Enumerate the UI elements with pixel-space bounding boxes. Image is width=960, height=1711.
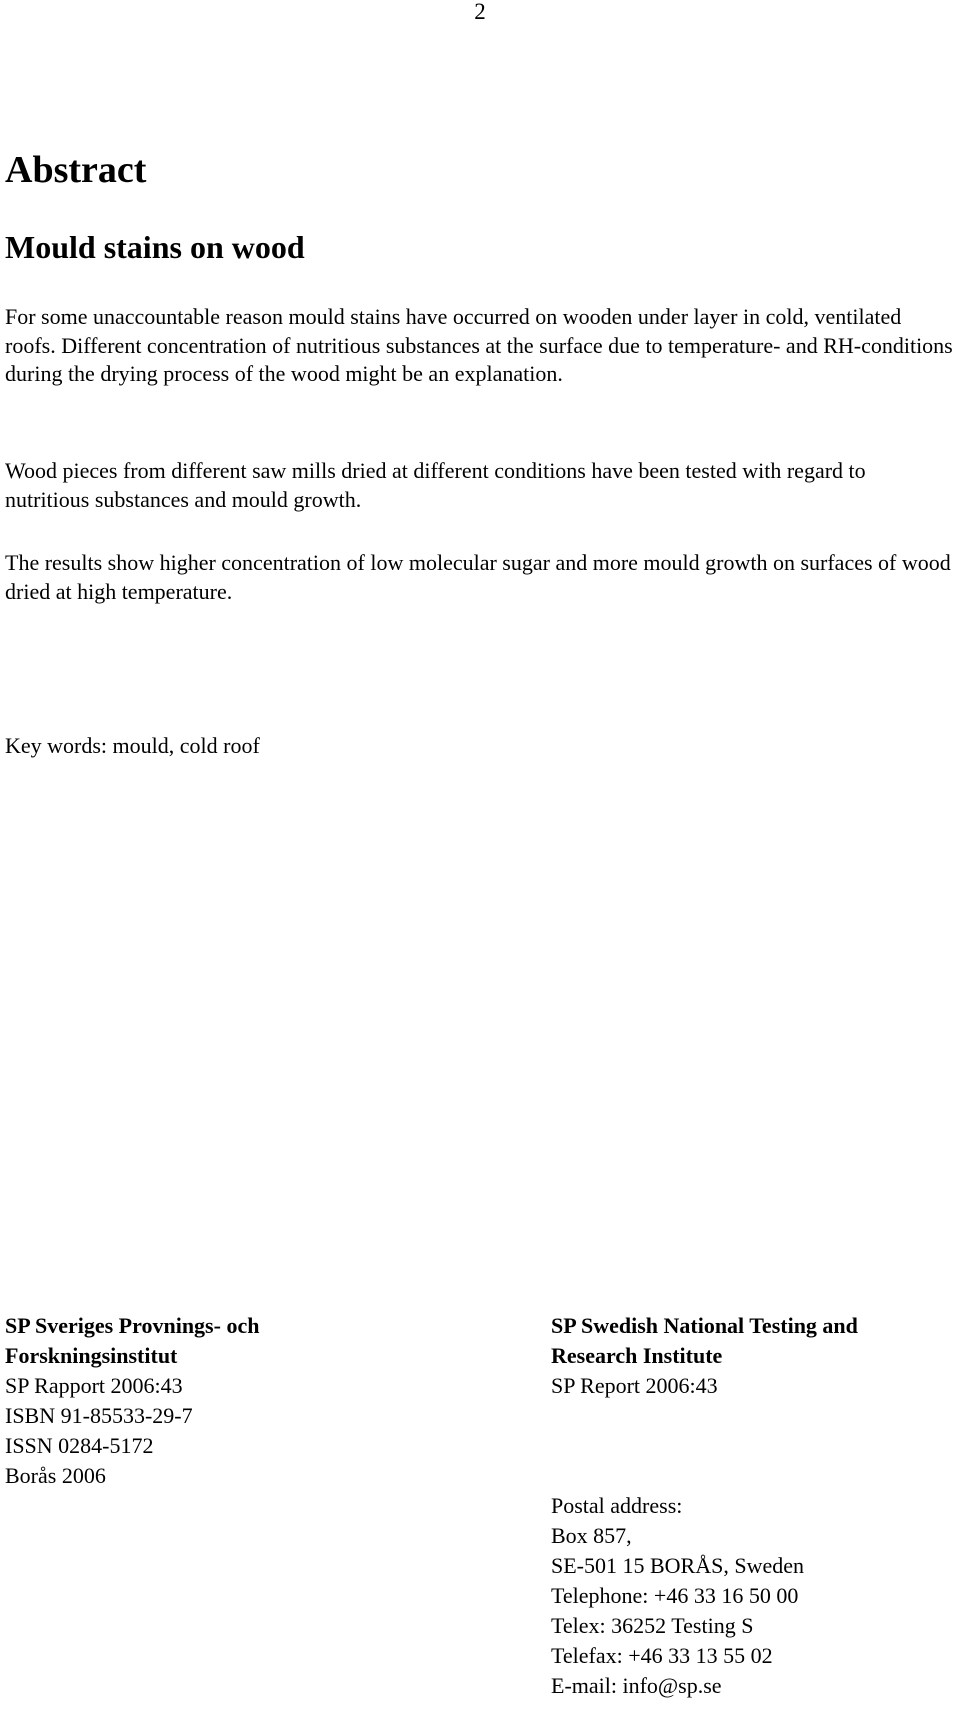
telefax: Telefax: +46 33 13 55 02 xyxy=(551,1643,773,1668)
org-name-english-line2: Research Institute xyxy=(551,1343,723,1368)
issn: ISSN 0284-5172 xyxy=(5,1433,154,1458)
keywords: Key words: mould, cold roof xyxy=(5,733,260,758)
org-name-swedish-line1: SP Sveriges Provnings- och xyxy=(5,1313,260,1338)
abstract-subtitle: Mould stains on wood xyxy=(5,229,305,265)
report-number-swedish: SP Rapport 2006:43 xyxy=(5,1373,183,1398)
postal-address-label: Postal address: xyxy=(551,1493,683,1518)
telex: Telex: 36252 Testing S xyxy=(551,1613,754,1638)
place-year: Borås 2006 xyxy=(5,1463,106,1488)
postal-box: Box 857, xyxy=(551,1523,632,1548)
org-name-swedish-line2: Forskningsinstitut xyxy=(5,1343,178,1368)
postal-city: SE-501 15 BORÅS, Sweden xyxy=(551,1553,805,1578)
telephone: Telephone: +46 33 16 50 00 xyxy=(551,1583,799,1608)
email: E-mail: info@sp.se xyxy=(551,1673,722,1698)
footer-left-column xyxy=(5,1311,485,1491)
footer-right-column xyxy=(551,1311,956,1701)
page-number: 2 xyxy=(474,0,486,24)
address-spacer xyxy=(551,1401,956,1491)
org-name-english-line1: SP Swedish National Testing and xyxy=(551,1313,858,1338)
abstract-paragraph-3: The results show higher concentration of low molecular sugar and more mould growth on surfaces of wood dried at high temperature. xyxy=(5,550,951,604)
abstract-heading: Abstract xyxy=(5,149,147,191)
isbn: ISBN 91-85533-29-7 xyxy=(5,1403,193,1428)
abstract-paragraph-1: For some unaccountable reason mould stains have occurred on wooden under layer in cold, ventilated roofs. Different concentration of nutritious substances at the surface due to temperature- and RH-conditions during the drying process of the wood might be an explanation. xyxy=(5,304,953,386)
abstract-paragraph-2: Wood pieces from different saw mills dried at different conditions have been tested with regard to nutritious substances and mould growth. xyxy=(5,458,866,512)
report-number-english: SP Report 2006:43 xyxy=(551,1373,718,1398)
